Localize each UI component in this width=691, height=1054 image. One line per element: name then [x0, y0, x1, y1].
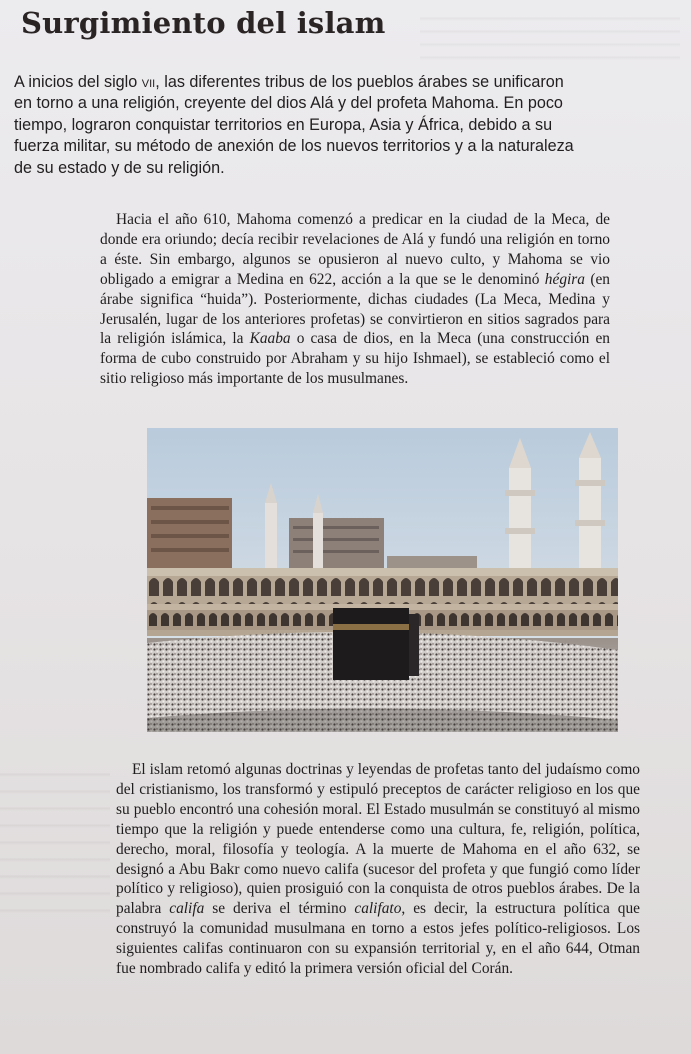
bleed-through-left [0, 760, 110, 920]
paragraph-islam-estado [116, 760, 640, 979]
paragraph-mahoma-text-b: (en árabe significa “huida”). Posteriormente, dichas ciudades (La Meca, Medina y Jerusalén, lugar de los anteriores profetas) se convirtieron en sitios sagrados para la religión islámica, la [100, 270, 611, 348]
intro-paragraph [14, 72, 576, 179]
intro-text-start: A inicios del siglo [14, 73, 142, 91]
term-califato: califato [354, 900, 402, 918]
term-kaaba: Kaaba [249, 330, 291, 348]
kaaba-photo-illustration [147, 428, 618, 732]
bleed-through-top [420, 8, 680, 68]
term-califa: califa [169, 900, 205, 918]
paragraph-islam-text-b: se deriva el término [204, 900, 355, 918]
kaaba-photo [147, 428, 618, 732]
intro-text-end: , las diferentes tribus de los pueblos árabes se unificaron en torno a una religión, creyente del dios Alá y del profeta Mahoma. En poco tiempo, lograron conquistar territorios en Europa, Asia y África, debido a su fuerza militar, su método de anexión de los nuevos territorios y a la naturaleza de su estado y de su religión. [14, 73, 574, 177]
paragraph-mahoma [100, 210, 610, 389]
intro-century: vii [141, 73, 156, 91]
paragraph-islam-text-c: , es decir, la estructura política que construyó la comunidad musulmana en torno a estos jefes político-religiosos. Los siguientes califas continuaron con su expansión territorial y, en el año 644, Otman fue nombrado califa y editó la primera versión oficial del Corán. [116, 900, 640, 978]
term-hegira: hégira [544, 270, 585, 288]
page-title: Surgimiento del islam [21, 6, 386, 40]
paragraph-islam-text-a: El islam retomó algunas doctrinas y leyendas de profetas tanto del judaísmo como del cristianismo, los transformó y estipuló preceptos de carácter religioso en los que su pueblo encontró una cohesión moral. El Estado musulmán se constituyó al mismo tiempo que la religión y puede entenderse como una cultura, fe, religión, política, derecho, moral, filosofía y teología. A la muerte de Mahoma en el año 632, se designó a Abu Bakr como nuevo califa (sucesor del profeta y que fungió como líder político y religioso), quien prosiguió con la conquista de otros pueblos árabes. De la palabra [116, 761, 640, 918]
paragraph-mahoma-text-c: o casa de dios, en la Meca (una construcción en forma de cubo construido por Abraham y su hijo Ishmael), se estableció como el sitio religioso más importante de los musulmanes. [100, 330, 610, 388]
paragraph-mahoma-text-a: Hacia el año 610, Mahoma comenzó a predicar en la ciudad de la Meca, de donde era oriundo; decía recibir revelaciones de Alá y fundó una religión en torno a éste. Sin embargo, algunos se opusieron al nuevo culto, y Mahoma se vio obligado a emigrar a Medina en 622, acción a la que se le denominó [100, 211, 610, 288]
